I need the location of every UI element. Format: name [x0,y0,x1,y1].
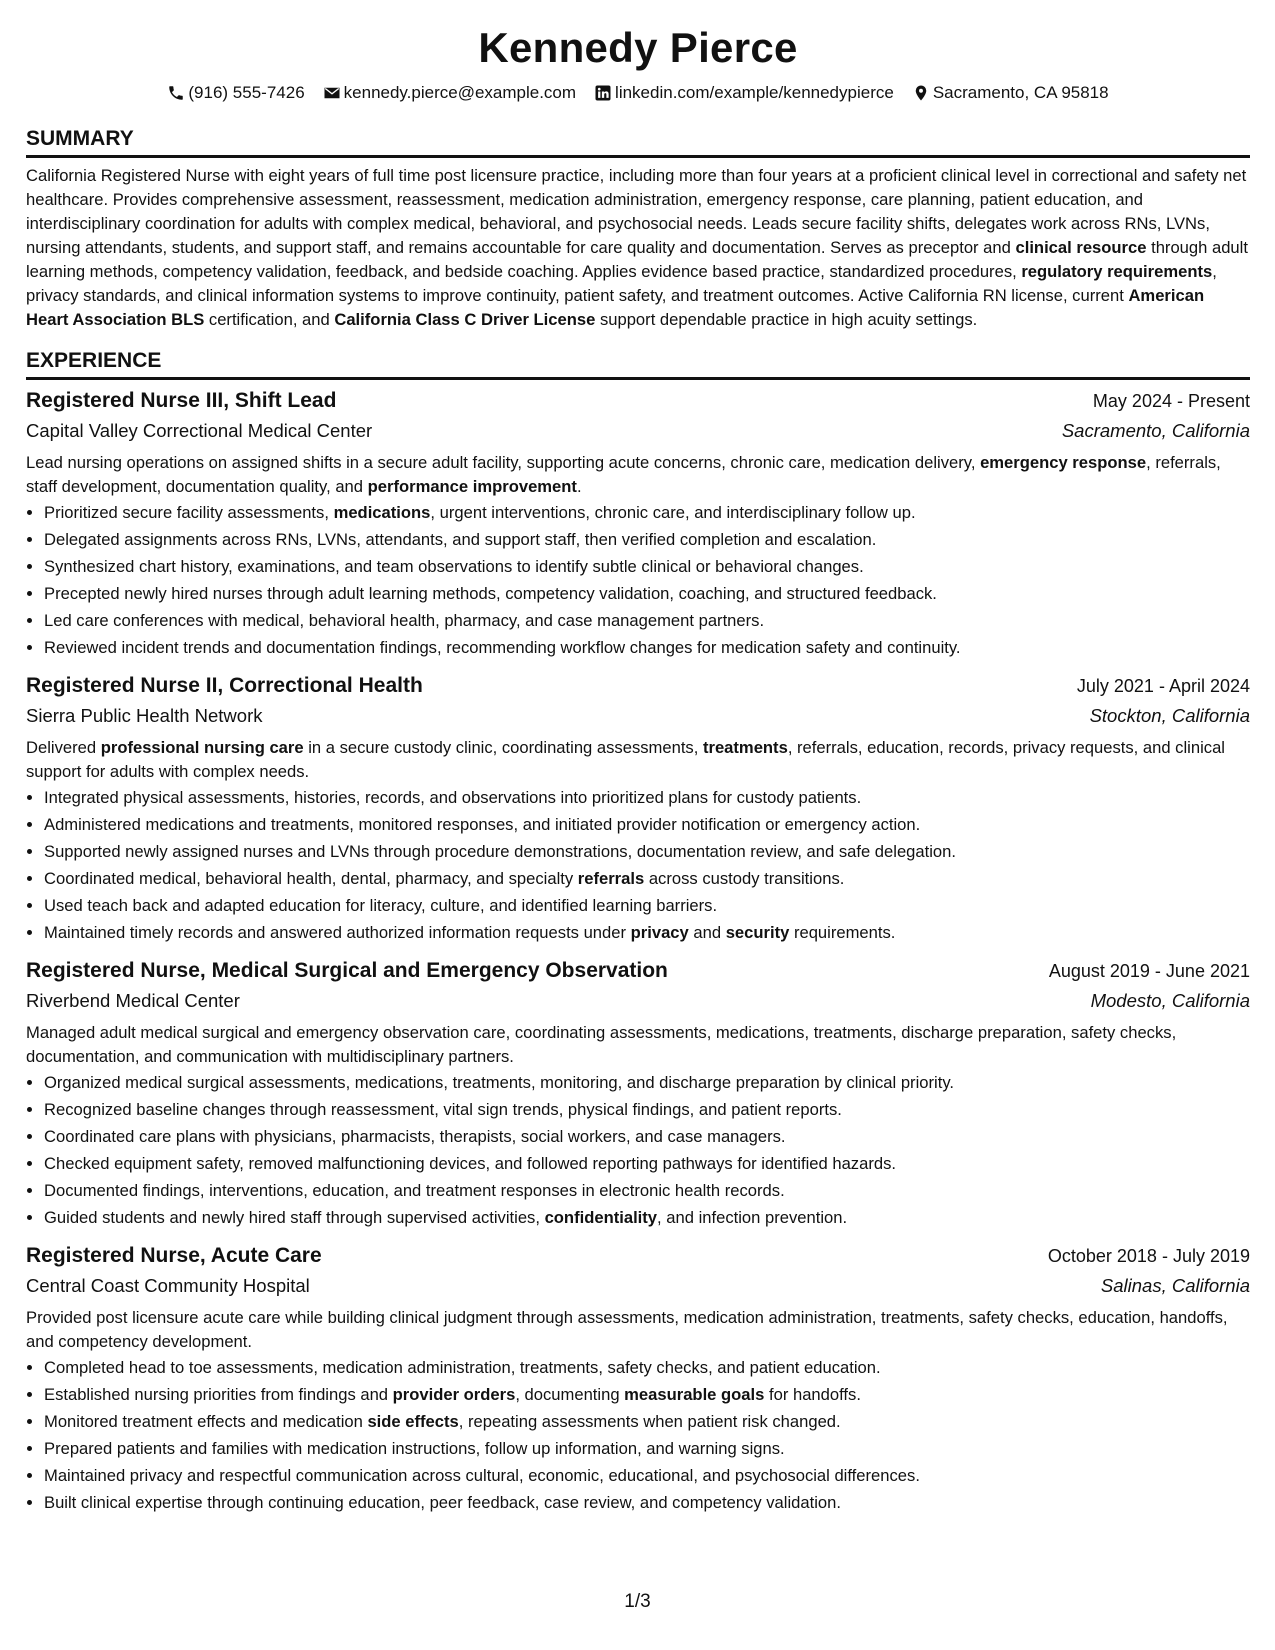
linkedin-icon [594,84,612,102]
page-number: 1/3 [624,1591,651,1612]
summary-heading: SUMMARY [26,127,1250,158]
job-location: Salinas, California [1100,1275,1250,1296]
phone-text[interactable]: (916) 555-7426 [188,83,305,102]
job-location: Modesto, California [1090,990,1250,1011]
experience-heading: EXPERIENCE [26,349,1250,380]
job-bullet: • Prioritized secure facility assessments, medications, urgent interventions, chronic care, and interdisciplinary follow up. [44,499,1250,526]
job-bullet-list [26,1354,1250,1516]
job-organization: Sierra Public Health Network [26,705,263,726]
job-bullet-list [26,784,1250,946]
bold-keyword: professional nursing care [100,738,304,757]
contact-linkedin [594,82,894,104]
job-description: Provided post licensure acute care while building clinical judgment through assessments, medication administration, treatments, safety checks, education, handoffs, and competency development. [26,1308,1228,1351]
linkedin-link[interactable]: linkedin.com/example/kennedypierce [615,83,894,102]
bold-keyword: American Heart Association BLS [26,286,1205,329]
envelope-icon [323,84,341,102]
job-organization: Central Coast Community Hospital [26,1275,310,1296]
bold-keyword: treatments [702,738,788,757]
job-title: Registered Nurse, Acute Care [26,1244,322,1267]
experience-list [26,386,1250,1516]
bold-keyword: performance improvement [367,477,577,496]
summary-paragraph: California Registered Nurse with eight years of full time post licensure practice, including more than four years at a proficient clinical level in correctional and safety net healthcare. Provides comprehensive assessment, reassessment, medication administration, emergency response, care planning, patient education, and interdisciplinary coordination for adults with complex medical, behavioral, and psychosocial needs. Leads secure facility shifts, delegates work across RNs, LVNs, nursing attendants, students, and support staff, and remains accountable for care quality and documentation. Serves as preceptor and clinical resource through adult learning methods, competency validation, feedback, and bedside coaching. Applies evidence based practice, standardized procedures, regulatory requirements, privacy standards, and clinical information systems to improve continuity, patient safety, and treatment outcomes. Active California RN license, current American Heart Association BLS certification, and California Class C Driver License support dependable practice in high acuity settings. [26,166,1248,329]
job-bullet: • Guided students and newly hired staff through supervised activities, confidentiality, and infection prevention. [44,1204,1250,1231]
job-bullet-list [26,499,1250,661]
map-pin-icon [912,84,930,102]
job-location: Stockton, California [1089,705,1250,726]
bold-keyword: privacy [630,923,689,942]
job-bullet: • Organized medical surgical assessments, medications, treatments, monitoring, and discharge preparation by clinical priority. [44,1069,1250,1096]
job-subheader [26,1271,1250,1301]
job-bullet: • Coordinated care plans with physicians, pharmacists, therapists, social workers, and case managers. [44,1123,1250,1150]
job-bullet: • Monitored treatment effects and medication side effects, repeating assessments when patient risk changed. [44,1408,1250,1435]
job-subheader [26,986,1250,1016]
resume-page [26,20,1250,1516]
job-bullet: • Documented findings, interventions, education, and treatment responses in electronic health records. [44,1177,1250,1204]
job-dates: May 2024 - Present [1092,391,1250,411]
phone-icon [167,84,185,102]
job-description: Delivered professional nursing care in a secure custody clinic, coordinating assessments, treatments, referrals, education, records, privacy requests, and clinical support for adults with complex needs. [26,738,1225,781]
job-location: Sacramento, California [1061,420,1250,441]
job-dates: August 2019 - June 2021 [1048,961,1250,981]
experience-section [26,349,1250,1516]
bold-keyword: side effects [367,1412,459,1431]
job-bullet: • Maintained privacy and respectful communication across cultural, economic, educational, and psychosocial differences. [44,1462,1250,1489]
job-bullet: • Maintained timely records and answered authorized information requests under privacy and security requirements. [44,919,1250,946]
job-dates: July 2021 - April 2024 [1076,676,1250,696]
job-bullet: • Completed head to toe assessments, medication administration, treatments, safety checks, and patient education. [44,1354,1250,1381]
job-bullet: • Coordinated medical, behavioral health, dental, pharmacy, and specialty referrals across custody transitions. [44,865,1250,892]
bold-keyword: medications [333,503,431,522]
job-entry [26,386,1250,661]
location-text: Sacramento, CA 95818 [932,83,1109,102]
contact-email [323,82,576,104]
job-bullet: • Precepted newly hired nurses through adult learning methods, competency validation, coaching, and structured feedback. [44,580,1250,607]
job-title: Registered Nurse III, Shift Lead [26,389,337,412]
job-header [26,671,1250,701]
bold-keyword: emergency response [980,453,1147,472]
bold-keyword: provider orders [392,1385,516,1404]
bold-keyword: regulatory requirements [1021,262,1213,281]
job-bullet: • Reviewed incident trends and documentation findings, recommending workflow changes for medication safety and continuity. [44,634,1250,661]
job-bullet: • Built clinical expertise through continuing education, peer feedback, case review, and competency validation. [44,1489,1250,1516]
job-bullet: • Prepared patients and families with medication instructions, follow up information, and warning signs. [44,1435,1250,1462]
summary-section [26,127,1250,332]
job-bullet: • Led care conferences with medical, behavioral health, pharmacy, and case management partners. [44,607,1250,634]
bold-keyword: clinical resource [1015,238,1147,257]
job-bullet: • Delegated assignments across RNs, LVNs, attendants, and support staff, then verified completion and escalation. [44,526,1250,553]
job-entry [26,671,1250,946]
job-bullet: • Supported newly assigned nurses and LVNs through procedure demonstrations, documentation review, and safe delegation. [44,838,1250,865]
bold-keyword: security [725,923,790,942]
job-bullet: • Established nursing priorities from findings and provider orders, documenting measurable goals for handoffs. [44,1381,1250,1408]
job-bullet: • Recognized baseline changes through reassessment, vital sign trends, physical findings, and patient reports. [44,1096,1250,1123]
job-description: Lead nursing operations on assigned shifts in a secure adult facility, supporting acute concerns, chronic care, medication delivery, emergency response, referrals, staff development, documentation quality, and performance improvement. [26,453,1221,496]
job-bullet: • Checked equipment safety, removed malfunctioning devices, and followed reporting pathways for identified hazards. [44,1150,1250,1177]
bold-keyword: confidentiality [544,1208,658,1227]
job-organization: Capital Valley Correctional Medical Center [26,420,373,441]
job-organization: Riverbend Medical Center [26,990,240,1011]
job-entry [26,1241,1250,1516]
job-bullet: • Synthesized chart history, examinations, and team observations to identify subtle clinical or behavioral changes. [44,553,1250,580]
job-bullet: • Used teach back and adapted education for literacy, culture, and identified learning barriers. [44,892,1250,919]
job-subheader [26,701,1250,731]
job-header [26,1241,1250,1271]
job-title: Registered Nurse II, Correctional Health [26,674,423,697]
job-dates: October 2018 - July 2019 [1047,1246,1250,1266]
bold-keyword: measurable goals [624,1385,765,1404]
contact-location [912,82,1109,104]
candidate-name: Kennedy Pierce [478,24,798,71]
job-description: Managed adult medical surgical and emergency observation care, coordinating assessments, medications, treatments, discharge preparation, safety checks, documentation, and communication with multidisciplinary partners. [26,1023,1177,1066]
bold-keyword: referrals [577,869,645,888]
job-bullet: • Administered medications and treatments, monitored responses, and initiated provider notification or emergency action. [44,811,1250,838]
email-link[interactable]: kennedy.pierce@example.com [343,83,577,102]
contact-bar [26,82,1250,104]
job-bullet-list [26,1069,1250,1231]
job-bullet: • Integrated physical assessments, histories, records, and observations into prioritized plans for custody patients. [44,784,1250,811]
job-title: Registered Nurse, Medical Surgical and Emergency Observation [26,959,668,982]
bold-keyword: California Class C Driver License [334,310,596,329]
job-entry [26,956,1250,1231]
job-header [26,956,1250,986]
job-subheader [26,416,1250,446]
contact-phone [167,82,304,104]
job-header [26,386,1250,416]
